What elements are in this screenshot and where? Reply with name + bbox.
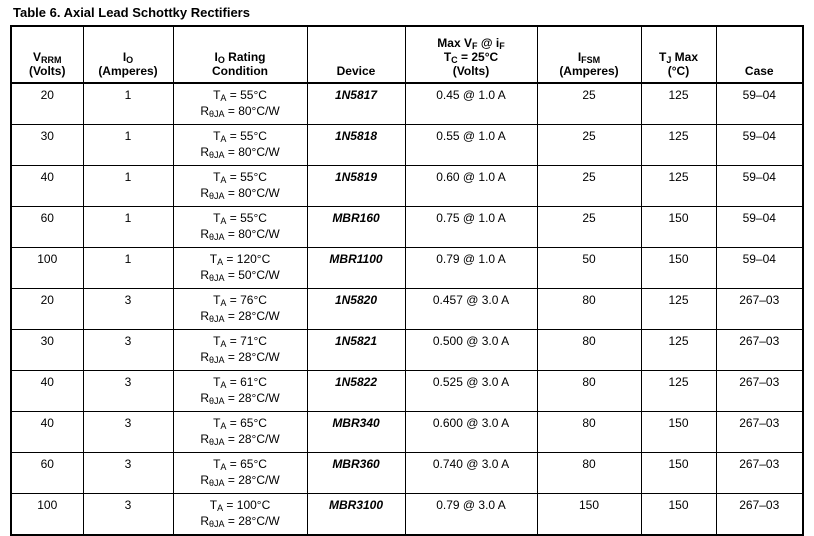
cell-case: 59–04 bbox=[716, 83, 803, 125]
cell-case: 59–04 bbox=[716, 207, 803, 248]
cell-vrrm: 40 bbox=[11, 412, 83, 453]
cell-vrrm: 20 bbox=[11, 289, 83, 330]
cell-io: 3 bbox=[83, 371, 173, 412]
table-row bbox=[11, 248, 803, 289]
cell-vrrm: 20 bbox=[11, 83, 83, 125]
cell-condition: $T_A = 55^\circ C$ $R_{\theta JA} = 80^\circ C/W$ bbox=[173, 207, 307, 248]
header-ifsm: $I_{FSM}$ (Amperes) bbox=[537, 26, 641, 83]
cell-ifsm: 25 bbox=[537, 166, 641, 207]
cell-device: MBR340 bbox=[307, 412, 405, 453]
header-io: $I_O$ (Amperes) bbox=[83, 26, 173, 83]
cell-device: MBR360 bbox=[307, 453, 405, 494]
cell-vrrm: 60 bbox=[11, 207, 83, 248]
table-row bbox=[11, 494, 803, 536]
cell-vf: 0.740 @ 3.0 A bbox=[405, 453, 537, 494]
cell-io: 1 bbox=[83, 207, 173, 248]
cell-tj: 150 bbox=[641, 412, 716, 453]
cell-device: 1N5818 bbox=[307, 125, 405, 166]
cell-case: 267–03 bbox=[716, 330, 803, 371]
cell-io: 3 bbox=[83, 412, 173, 453]
cell-vrrm: 40 bbox=[11, 371, 83, 412]
cell-device: 1N5822 bbox=[307, 371, 405, 412]
cell-vrrm: 60 bbox=[11, 453, 83, 494]
header-max-vf: Max $V_F$ @ $i_F$ $T_C = 25^\circ C$ (Volts) bbox=[405, 26, 537, 83]
cell-ifsm: 80 bbox=[537, 330, 641, 371]
cell-io: 3 bbox=[83, 453, 173, 494]
cell-ifsm: 80 bbox=[537, 289, 641, 330]
cell-case: 267–03 bbox=[716, 412, 803, 453]
cell-vf: 0.525 @ 3.0 A bbox=[405, 371, 537, 412]
cell-tj: 150 bbox=[641, 494, 716, 536]
cell-tj: 150 bbox=[641, 453, 716, 494]
cell-case: 59–04 bbox=[716, 166, 803, 207]
cell-ifsm: 80 bbox=[537, 453, 641, 494]
cell-case: 267–03 bbox=[716, 453, 803, 494]
cell-tj: 150 bbox=[641, 248, 716, 289]
header-device: Device bbox=[307, 26, 405, 83]
cell-ifsm: 80 bbox=[537, 371, 641, 412]
cell-condition: $T_A = 65^\circ C$ $R_{\theta JA} = 28^\circ C/W$ bbox=[173, 453, 307, 494]
cell-ifsm: 25 bbox=[537, 125, 641, 166]
cell-ifsm: 25 bbox=[537, 83, 641, 125]
cell-condition: $T_A = 100^\circ C$ $R_{\theta JA} = 28^\circ C/W$ bbox=[173, 494, 307, 536]
cell-vf: 0.79 @ 1.0 A bbox=[405, 248, 537, 289]
table-row bbox=[11, 125, 803, 166]
cell-tj: 150 bbox=[641, 207, 716, 248]
cell-tj: 125 bbox=[641, 330, 716, 371]
cell-vrrm: 30 bbox=[11, 125, 83, 166]
table-row bbox=[11, 289, 803, 330]
cell-device: 1N5821 bbox=[307, 330, 405, 371]
cell-io: 1 bbox=[83, 166, 173, 207]
header-case: Case bbox=[716, 26, 803, 83]
cell-vf: 0.75 @ 1.0 A bbox=[405, 207, 537, 248]
cell-vrrm: 100 bbox=[11, 494, 83, 536]
table-row bbox=[11, 166, 803, 207]
cell-vf: 0.45 @ 1.0 A bbox=[405, 83, 537, 125]
cell-condition: $T_A = 65^\circ C$ $R_{\theta JA} = 28^\circ C/W$ bbox=[173, 412, 307, 453]
cell-ifsm: 80 bbox=[537, 412, 641, 453]
cell-vrrm: 30 bbox=[11, 330, 83, 371]
cell-device: MBR1100 bbox=[307, 248, 405, 289]
cell-device: MBR3100 bbox=[307, 494, 405, 536]
cell-device: MBR160 bbox=[307, 207, 405, 248]
cell-device: 1N5817 bbox=[307, 83, 405, 125]
cell-tj: 125 bbox=[641, 166, 716, 207]
cell-tj: 125 bbox=[641, 371, 716, 412]
table-title: Table 6. Axial Lead Schottky Rectifiers bbox=[13, 5, 250, 20]
cell-tj: 125 bbox=[641, 289, 716, 330]
cell-case: 267–03 bbox=[716, 289, 803, 330]
cell-io: 3 bbox=[83, 289, 173, 330]
cell-io: 3 bbox=[83, 330, 173, 371]
cell-condition: $T_A = 120^\circ C$ $R_{\theta JA} = 50^\circ C/W$ bbox=[173, 248, 307, 289]
cell-io: 1 bbox=[83, 83, 173, 125]
cell-condition: $T_A = 55^\circ C$ $R_{\theta JA} = 80^\circ C/W$ bbox=[173, 83, 307, 125]
cell-vf: 0.55 @ 1.0 A bbox=[405, 125, 537, 166]
header-row bbox=[11, 26, 803, 83]
cell-io: 1 bbox=[83, 248, 173, 289]
cell-vrrm: 100 bbox=[11, 248, 83, 289]
cell-vf: 0.500 @ 3.0 A bbox=[405, 330, 537, 371]
cell-case: 59–04 bbox=[716, 125, 803, 166]
cell-case: 267–03 bbox=[716, 371, 803, 412]
cell-condition: $T_A = 71^\circ C$ $R_{\theta JA} = 28^\circ C/W$ bbox=[173, 330, 307, 371]
cell-tj: 125 bbox=[641, 83, 716, 125]
cell-io: 3 bbox=[83, 494, 173, 536]
cell-vf: 0.79 @ 3.0 A bbox=[405, 494, 537, 536]
cell-condition: $T_A = 55^\circ C$ $R_{\theta JA} = 80^\circ C/W$ bbox=[173, 125, 307, 166]
table-row bbox=[11, 453, 803, 494]
cell-io: 1 bbox=[83, 125, 173, 166]
table-row bbox=[11, 412, 803, 453]
cell-condition: $T_A = 76^\circ C$ $R_{\theta JA} = 28^\circ C/W$ bbox=[173, 289, 307, 330]
table-row bbox=[11, 83, 803, 125]
header-tj-max: $T_J$ Max (°C) bbox=[641, 26, 716, 83]
rectifier-spec-table bbox=[10, 25, 804, 536]
cell-device: 1N5819 bbox=[307, 166, 405, 207]
cell-device: 1N5820 bbox=[307, 289, 405, 330]
cell-condition: $T_A = 61^\circ C$ $R_{\theta JA} = 28^\circ C/W$ bbox=[173, 371, 307, 412]
cell-ifsm: 50 bbox=[537, 248, 641, 289]
cell-condition: $T_A = 55^\circ C$ $R_{\theta JA} = 80^\circ C/W$ bbox=[173, 166, 307, 207]
cell-vrrm: 40 bbox=[11, 166, 83, 207]
cell-case: 59–04 bbox=[716, 248, 803, 289]
table-row bbox=[11, 330, 803, 371]
table-row bbox=[11, 371, 803, 412]
cell-vf: 0.60 @ 1.0 A bbox=[405, 166, 537, 207]
cell-vf: 0.457 @ 3.0 A bbox=[405, 289, 537, 330]
header-vrrm: $V_{RRM}$ (Volts) bbox=[11, 26, 83, 83]
cell-case: 267–03 bbox=[716, 494, 803, 536]
cell-vf: 0.600 @ 3.0 A bbox=[405, 412, 537, 453]
table-row bbox=[11, 207, 803, 248]
cell-ifsm: 25 bbox=[537, 207, 641, 248]
cell-ifsm: 150 bbox=[537, 494, 641, 536]
cell-tj: 125 bbox=[641, 125, 716, 166]
header-io-rating-condition: $I_O$ Rating Condition bbox=[173, 26, 307, 83]
